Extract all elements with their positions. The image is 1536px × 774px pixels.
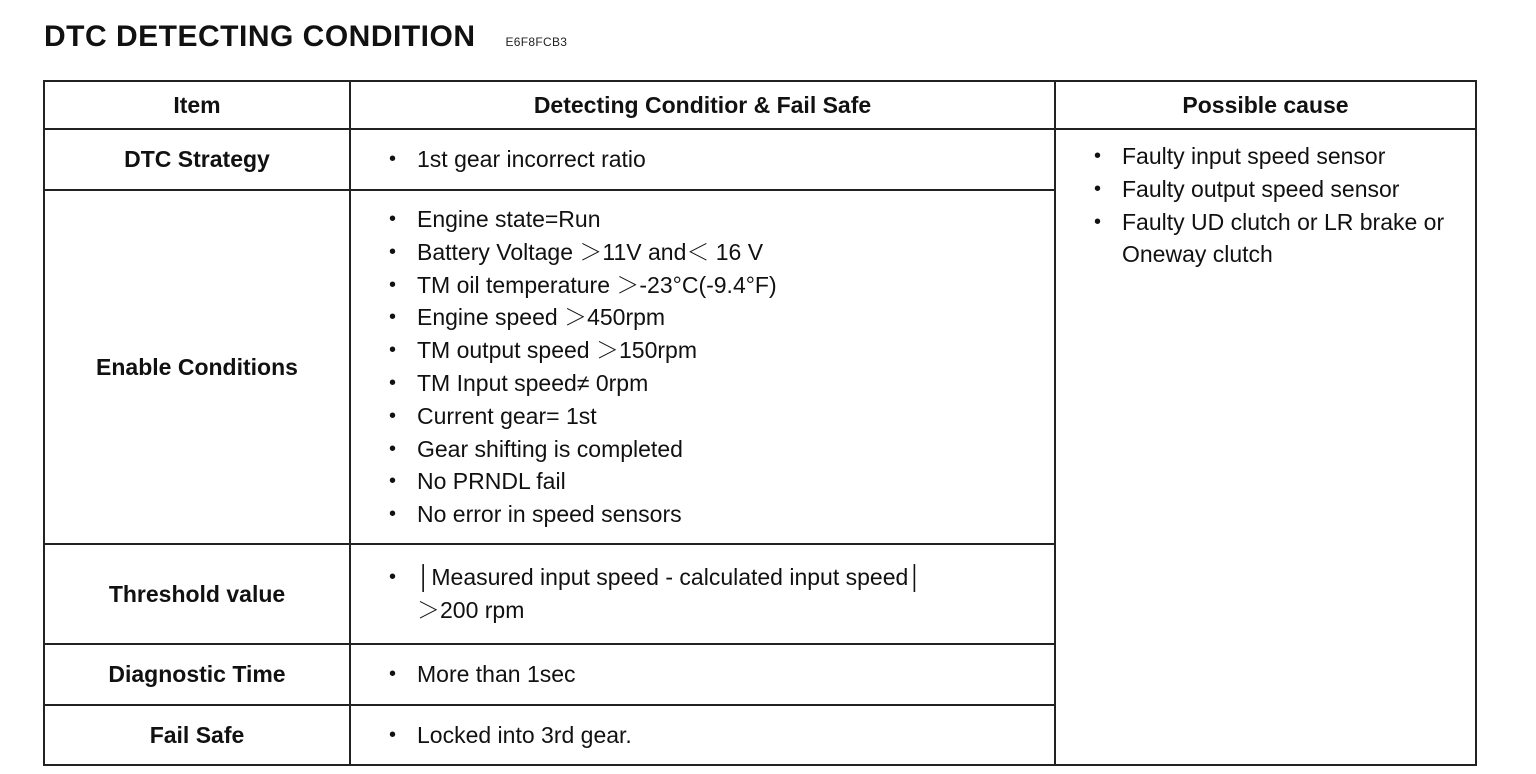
document-code: E6F8FCB3 xyxy=(505,35,568,49)
possible-cause-item: • Faulty input speed sensor xyxy=(1094,140,1475,173)
condition-list xyxy=(389,143,1054,176)
condition-item: • Current gear= 1st xyxy=(389,400,1054,433)
condition-item: • TM oil temperature ＞-23°C(-9.4°F) xyxy=(389,269,1054,302)
condition-list xyxy=(389,658,1054,691)
condition-list xyxy=(389,561,1054,627)
condition-item: • No PRNDL fail xyxy=(389,465,1054,498)
condition-item: • Locked into 3rd gear. xyxy=(389,719,1054,752)
condition-cell xyxy=(350,129,1055,190)
condition-item: • TM Input speed≠ 0rpm xyxy=(389,367,1054,400)
page-title: DTC DETECTING CONDITION xyxy=(44,20,476,53)
condition-item: • More than 1sec xyxy=(389,658,1054,691)
title-row xyxy=(44,20,567,54)
item-label: Diagnostic Time xyxy=(44,644,350,705)
condition-item: • Engine speed ＞450rpm xyxy=(389,301,1054,334)
column-header-item: Item xyxy=(44,81,350,129)
condition-list xyxy=(389,719,1054,752)
condition-item: • TM output speed ＞150rpm xyxy=(389,334,1054,367)
table-row-dtc-strategy xyxy=(44,129,1476,190)
condition-cell xyxy=(350,644,1055,705)
condition-cell xyxy=(350,190,1055,544)
dtc-condition-table xyxy=(43,80,1477,766)
condition-item: • │Measured input speed - calculated input speed│ ＞200 rpm xyxy=(389,561,1054,627)
possible-cause-item: • Faulty UD clutch or LR brake or Oneway clutch xyxy=(1094,206,1475,272)
possible-cause-cell xyxy=(1055,129,1476,765)
possible-cause-list xyxy=(1094,140,1475,271)
item-label: Enable Conditions xyxy=(44,190,350,544)
item-label: Fail Safe xyxy=(44,705,350,765)
condition-cell xyxy=(350,705,1055,765)
condition-cell xyxy=(350,544,1055,644)
item-label: Threshold value xyxy=(44,544,350,644)
possible-cause-item: • Faulty output speed sensor xyxy=(1094,173,1475,206)
condition-item: • Engine state=Run xyxy=(389,203,1054,236)
condition-item: • No error in speed sensors xyxy=(389,498,1054,531)
condition-item: • Gear shifting is completed xyxy=(389,433,1054,466)
table-header-row xyxy=(44,81,1476,129)
condition-item: • 1st gear incorrect ratio xyxy=(389,143,1054,176)
column-header-detecting-condition: Detecting Conditior & Fail Safe xyxy=(350,81,1055,129)
column-header-possible-cause: Possible cause xyxy=(1055,81,1476,129)
condition-list xyxy=(389,203,1054,531)
condition-item: • Battery Voltage ＞11V and＜ 16 V xyxy=(389,236,1054,269)
item-label: DTC Strategy xyxy=(44,129,350,190)
